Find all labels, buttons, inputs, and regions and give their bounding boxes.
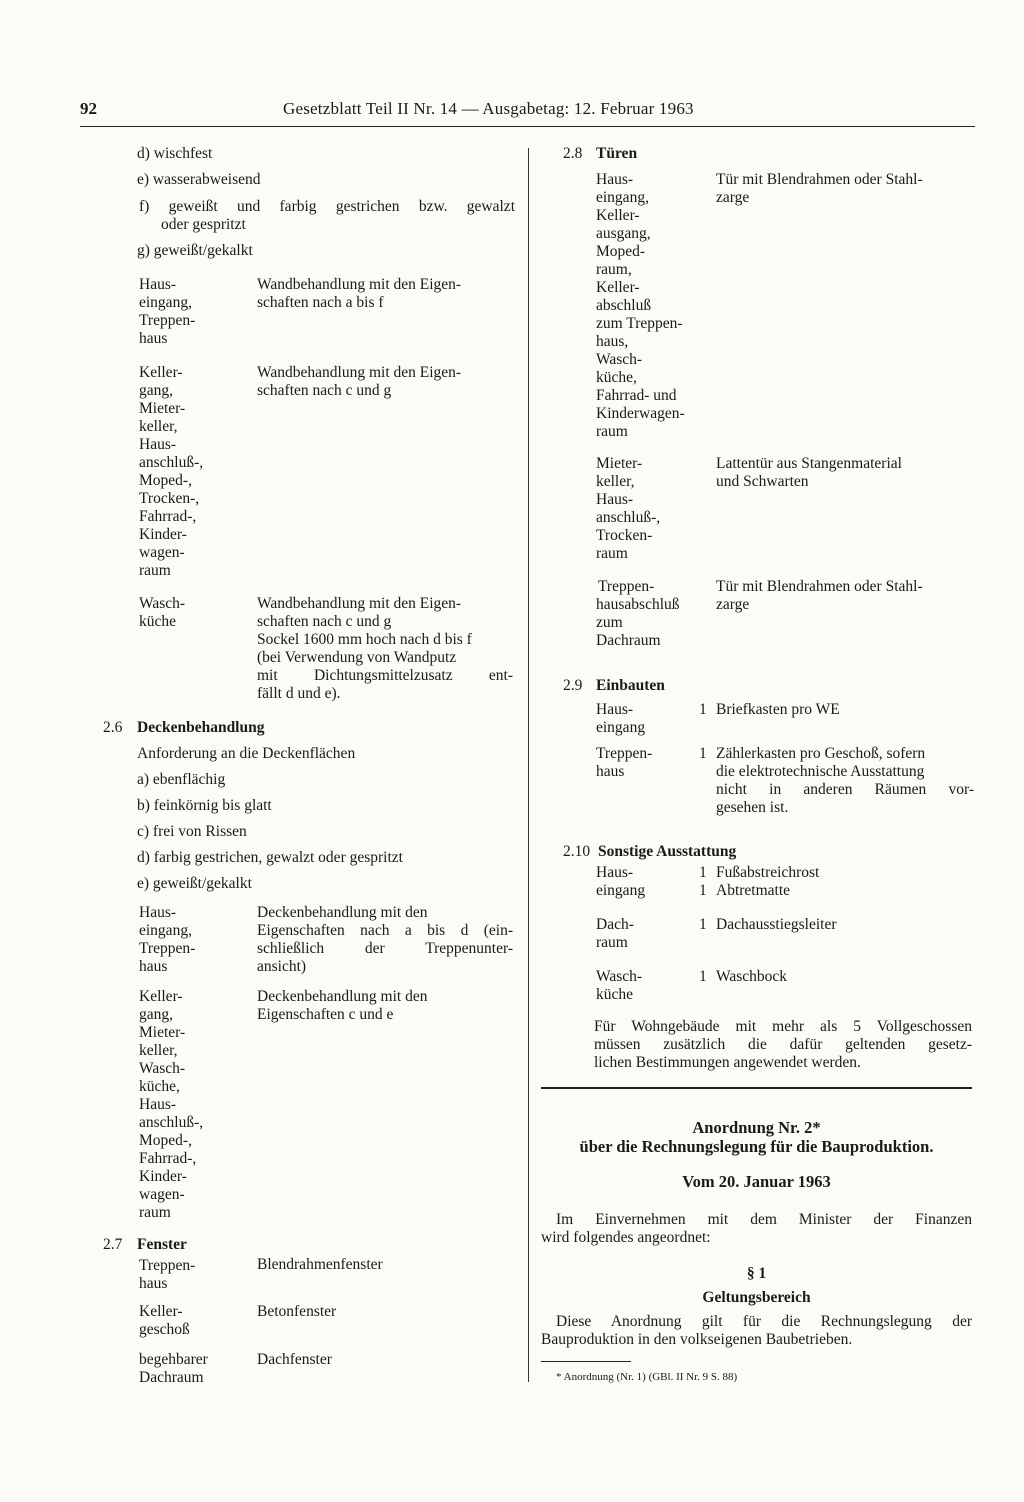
- section-intro: Anforderung an die Deckenflächen: [137, 745, 356, 762]
- room-label: Trocken-: [596, 527, 653, 544]
- room-label: Dachraum: [596, 632, 661, 649]
- room-label: anschluß-,: [139, 1114, 204, 1131]
- section-number: 2.8: [563, 145, 583, 162]
- wall-item-d: d) wischfest: [137, 145, 213, 162]
- paragraph-text: Bauproduktion in den volkseigenen Baubetrieben.: [541, 1331, 853, 1348]
- room-desc: Lattentür aus Stangenmaterial: [716, 455, 902, 472]
- room-label: Haus-: [596, 701, 634, 718]
- room-label: Mieter-: [139, 1024, 186, 1041]
- section-number: 2.6: [103, 719, 123, 736]
- room-label: raum: [139, 562, 171, 579]
- room-label: Moped-,: [139, 1132, 192, 1149]
- room-label: abschluß: [596, 297, 652, 314]
- room-label: Wasch-: [139, 595, 186, 612]
- paragraph-number: § 1: [746, 1265, 767, 1282]
- room-label: anschluß-,: [139, 454, 204, 471]
- room-desc: Deckenbehandlung mit den: [257, 988, 428, 1005]
- room-label: Kinderwagen-: [596, 405, 685, 422]
- page-header: [80, 100, 975, 127]
- room-label: Kinder-: [139, 1168, 187, 1185]
- column-divider: [528, 148, 529, 1382]
- room-label: ausgang,: [596, 225, 651, 242]
- room-desc: und Schwarten: [716, 473, 809, 490]
- room-label: küche: [139, 613, 177, 630]
- room-label: Haus-: [596, 864, 634, 881]
- room-desc: Waschbock: [716, 968, 788, 985]
- room-desc: Abtretmatte: [716, 882, 791, 899]
- room-label: begehbarer: [139, 1351, 208, 1368]
- section-rule: [541, 1087, 972, 1089]
- room-desc: mit Dichtungsmittelzusatz ent-: [257, 667, 513, 684]
- room-desc: Wandbehandlung mit den Eigen-: [257, 595, 462, 612]
- note-line: lichen Bestimmungen angewendet werden.: [594, 1054, 861, 1071]
- order-intro: Im Einvernehmen mit dem Minister der Finanzen: [556, 1211, 972, 1228]
- room-desc: zarge: [716, 189, 750, 206]
- footnote: * Anordnung (Nr. 1) (GBl. II Nr. 9 S. 88): [556, 1371, 738, 1383]
- section-number: 2.7: [103, 1236, 123, 1253]
- room-label: haus: [139, 1275, 168, 1292]
- room-desc: schließlich der Treppenunter-: [257, 940, 513, 957]
- ceiling-item: b) feinkörnig bis glatt: [137, 797, 272, 814]
- section-title: Fenster: [137, 1236, 187, 1253]
- section-number: 2.9: [563, 677, 583, 694]
- section-number: 2.10: [563, 843, 591, 860]
- item-quantity: 1: [699, 968, 707, 985]
- section-title: Deckenbehandlung: [137, 719, 265, 736]
- room-label: gang,: [139, 1006, 174, 1023]
- running-title: Gesetzblatt Teil II Nr. 14 — Ausgabetag: 12. Februar 1963: [283, 99, 694, 118]
- ceiling-item: a) ebenflächig: [137, 771, 226, 788]
- room-desc: zarge: [716, 596, 750, 613]
- room-label: raum: [139, 1204, 171, 1221]
- paragraph-title: Geltungsbereich: [702, 1289, 811, 1306]
- order-title: Anordnung Nr. 2*: [692, 1118, 821, 1137]
- item-quantity: 1: [699, 864, 707, 881]
- room-label: Wasch-: [139, 1060, 186, 1077]
- room-label: geschoß: [139, 1321, 190, 1338]
- room-label: Fahrrad- und: [596, 387, 677, 404]
- room-label: Haus-: [139, 276, 177, 293]
- room-label: Treppen-: [139, 1257, 196, 1274]
- room-label: küche,: [139, 1078, 180, 1095]
- room-label: Haus-: [596, 171, 634, 188]
- room-desc: schaften nach c und g: [257, 613, 392, 630]
- paragraph-text: Diese Anordnung gilt für die Rechnungslegung der: [556, 1313, 972, 1330]
- item-quantity: 1: [699, 916, 707, 933]
- room-label: Treppen-: [598, 578, 655, 595]
- room-label: Keller-: [139, 364, 183, 381]
- room-label: Moped-: [596, 243, 646, 260]
- room-desc: Wandbehandlung mit den Eigen-: [257, 364, 462, 381]
- room-desc: Deckenbehandlung mit den: [257, 904, 428, 921]
- room-label: wagen-: [139, 544, 185, 561]
- order-date: Vom 20. Januar 1963: [682, 1172, 831, 1191]
- room-label: Keller-: [139, 1303, 183, 1320]
- room-label: Haus-: [139, 436, 177, 453]
- wall-item-g: g) geweißt/gekalkt: [137, 242, 253, 259]
- room-desc: fällt d und e).: [257, 685, 341, 702]
- room-label: küche,: [596, 369, 637, 386]
- room-desc: Tür mit Blendrahmen oder Stahl-: [716, 578, 923, 595]
- room-label: Treppen-: [139, 940, 196, 957]
- order-subtitle: über die Rechnungslegung für die Bauproduktion.: [579, 1137, 934, 1156]
- item-quantity: 1: [699, 882, 707, 899]
- section-title: Türen: [596, 145, 638, 162]
- room-desc: Eigenschaften c und e: [257, 1006, 394, 1023]
- room-desc: schaften nach a bis f: [257, 294, 384, 311]
- room-label: Fahrrad-,: [139, 508, 197, 525]
- room-label: haus: [139, 958, 168, 975]
- room-label: Trocken-,: [139, 490, 200, 507]
- room-label: Keller-: [596, 279, 640, 296]
- item-quantity: 1: [699, 745, 707, 762]
- room-desc: Fußabstreichrost: [716, 864, 820, 881]
- room-label: keller,: [139, 1042, 178, 1059]
- room-label: haus: [139, 330, 168, 347]
- room-label: wagen-: [139, 1186, 185, 1203]
- room-label: raum: [596, 423, 628, 440]
- room-desc: Zählerkasten pro Geschoß, sofern: [716, 745, 926, 762]
- room-label: raum: [596, 545, 628, 562]
- wall-item-f-cont: oder gespritzt: [161, 216, 246, 233]
- room-desc: Dachausstiegsleiter: [716, 916, 837, 933]
- room-label: gang,: [139, 382, 174, 399]
- room-label: eingang: [596, 882, 646, 899]
- room-desc: Briefkasten pro WE: [716, 701, 840, 718]
- order-intro: wird folgendes angeordnet:: [541, 1229, 711, 1246]
- room-desc: Sockel 1600 mm hoch nach d bis f: [257, 631, 472, 648]
- room-label: eingang: [596, 719, 646, 736]
- room-label: Dachraum: [139, 1369, 204, 1386]
- room-label: Treppen-: [139, 312, 196, 329]
- room-label: Treppen-: [596, 745, 653, 762]
- room-label: haus: [596, 763, 625, 780]
- room-label: keller,: [596, 473, 635, 490]
- room-desc: Eigenschaften nach a bis d (ein-: [257, 922, 513, 939]
- room-label: zum Treppen-: [596, 315, 683, 332]
- room-label: Wasch-: [596, 351, 643, 368]
- room-desc: ansicht): [257, 958, 307, 975]
- room-desc: (bei Verwendung von Wandputz: [257, 649, 457, 666]
- ceiling-item: c) frei von Rissen: [137, 823, 247, 840]
- room-label: Mieter-: [139, 400, 186, 417]
- room-label: zum: [596, 614, 623, 631]
- room-desc: die elektrotechnische Ausstattung: [716, 763, 925, 780]
- room-label: küche: [596, 986, 634, 1003]
- section-title: Sonstige Ausstattung: [598, 843, 737, 860]
- room-label: Dach-: [596, 916, 634, 933]
- room-desc: nicht in anderen Räumen vor-: [716, 781, 974, 798]
- room-desc: gesehen ist.: [716, 799, 789, 816]
- room-desc: Betonfenster: [257, 1303, 337, 1320]
- room-label: Keller-: [596, 207, 640, 224]
- room-label: eingang,: [139, 294, 192, 311]
- room-label: Kinder-: [139, 526, 187, 543]
- item-quantity: 1: [699, 701, 707, 718]
- footnote-rule: [541, 1361, 631, 1362]
- room-label: raum,: [596, 261, 632, 278]
- room-label: hausabschluß: [596, 596, 680, 613]
- room-label: Mieter-: [596, 455, 643, 472]
- room-label: keller,: [139, 418, 178, 435]
- room-label: haus,: [596, 333, 629, 350]
- room-label: Keller-: [139, 988, 183, 1005]
- room-label: Moped-,: [139, 472, 192, 489]
- room-desc: schaften nach c und g: [257, 382, 392, 399]
- page-number: 92: [80, 99, 97, 118]
- ceiling-item: e) geweißt/gekalkt: [137, 875, 252, 892]
- note-line: müssen zusätzlich die dafür geltenden gesetz-: [594, 1036, 972, 1053]
- ceiling-item: d) farbig gestrichen, gewalzt oder gespritzt: [137, 849, 403, 866]
- wall-item-e: e) wasserabweisend: [137, 171, 261, 188]
- room-label: Wasch-: [596, 968, 643, 985]
- wall-item-f: f) geweißt und farbig gestrichen bzw. gewalzt: [139, 198, 515, 215]
- room-desc: Tür mit Blendrahmen oder Stahl-: [716, 171, 923, 188]
- room-label: anschluß-,: [596, 509, 661, 526]
- room-label: Haus-: [139, 904, 177, 921]
- room-label: eingang,: [596, 189, 649, 206]
- room-desc: Blendrahmenfenster: [257, 1256, 383, 1273]
- room-desc: Dachfenster: [257, 1351, 332, 1368]
- room-label: eingang,: [139, 922, 192, 939]
- room-label: Fahrrad-,: [139, 1150, 197, 1167]
- room-label: raum: [596, 934, 628, 951]
- room-desc: Wandbehandlung mit den Eigen-: [257, 276, 462, 293]
- section-title: Einbauten: [596, 677, 665, 694]
- room-label: Haus-: [596, 491, 634, 508]
- note-line: Für Wohngebäude mit mehr als 5 Vollgeschossen: [594, 1018, 972, 1035]
- room-label: Haus-: [139, 1096, 177, 1113]
